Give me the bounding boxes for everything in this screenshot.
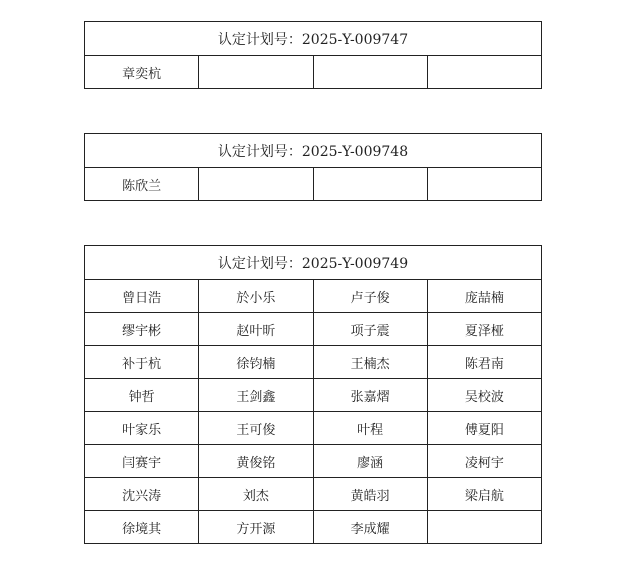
- plan-table-009748: [84, 133, 542, 201]
- table-row: [85, 412, 542, 445]
- name-cell: [427, 511, 541, 544]
- name-cell: 傅夏阳: [427, 412, 541, 445]
- table-row: [85, 168, 542, 201]
- name-cell: 王可俊: [199, 412, 313, 445]
- table-title-row: [85, 22, 542, 56]
- name-cell: 赵叶昕: [199, 313, 313, 346]
- name-cell: 夏泽桠: [427, 313, 541, 346]
- name-cell: 曾日浩: [85, 280, 199, 313]
- name-cell: 钟哲: [85, 379, 199, 412]
- name-cell: [313, 56, 427, 89]
- table-title-row: [85, 246, 542, 280]
- name-cell: 黄皓羽: [313, 478, 427, 511]
- plan-table-body: [85, 134, 542, 201]
- name-cell: [427, 168, 541, 201]
- table-row: [85, 56, 542, 89]
- table-row: [85, 379, 542, 412]
- name-cell: [199, 168, 313, 201]
- table-row: [85, 346, 542, 379]
- name-cell: 徐境其: [85, 511, 199, 544]
- name-cell: 缪宇彬: [85, 313, 199, 346]
- table-row: [85, 313, 542, 346]
- table-row: [85, 445, 542, 478]
- name-cell: 王剑鑫: [199, 379, 313, 412]
- name-cell: 补于杭: [85, 346, 199, 379]
- name-cell: 徐钧楠: [199, 346, 313, 379]
- plan-number-title: 认定计划号：2025-Y-009748: [85, 134, 542, 168]
- name-cell: 王楠杰: [313, 346, 427, 379]
- name-cell: 陈欣兰: [85, 168, 199, 201]
- name-cell: 廖涵: [313, 445, 427, 478]
- name-cell: 凌柯宇: [427, 445, 541, 478]
- name-cell: 吴校波: [427, 379, 541, 412]
- name-cell: 闫赛宇: [85, 445, 199, 478]
- name-cell: 方开源: [199, 511, 313, 544]
- name-cell: 庞喆楠: [427, 280, 541, 313]
- name-cell: 卢子俊: [313, 280, 427, 313]
- name-cell: 叶程: [313, 412, 427, 445]
- plan-table-009749: [84, 245, 542, 544]
- name-cell: 沈兴涛: [85, 478, 199, 511]
- name-cell: 叶家乐: [85, 412, 199, 445]
- plan-table-body: [85, 22, 542, 89]
- plan-number-title: 认定计划号：2025-Y-009749: [85, 246, 542, 280]
- name-cell: 李成耀: [313, 511, 427, 544]
- name-cell: 张嘉熠: [313, 379, 427, 412]
- plan-number-title: 认定计划号：2025-Y-009747: [85, 22, 542, 56]
- name-cell: [199, 56, 313, 89]
- table-row: [85, 511, 542, 544]
- name-cell: 陈君南: [427, 346, 541, 379]
- name-cell: 黄俊铭: [199, 445, 313, 478]
- name-cell: 刘杰: [199, 478, 313, 511]
- name-cell: 梁启航: [427, 478, 541, 511]
- name-cell: [313, 168, 427, 201]
- plan-table-009747: [84, 21, 542, 89]
- table-row: [85, 280, 542, 313]
- table-title-row: [85, 134, 542, 168]
- name-cell: 於小乐: [199, 280, 313, 313]
- name-cell: 项子震: [313, 313, 427, 346]
- name-cell: 章奕杭: [85, 56, 199, 89]
- name-cell: [427, 56, 541, 89]
- plan-table-body: [85, 246, 542, 544]
- table-row: [85, 478, 542, 511]
